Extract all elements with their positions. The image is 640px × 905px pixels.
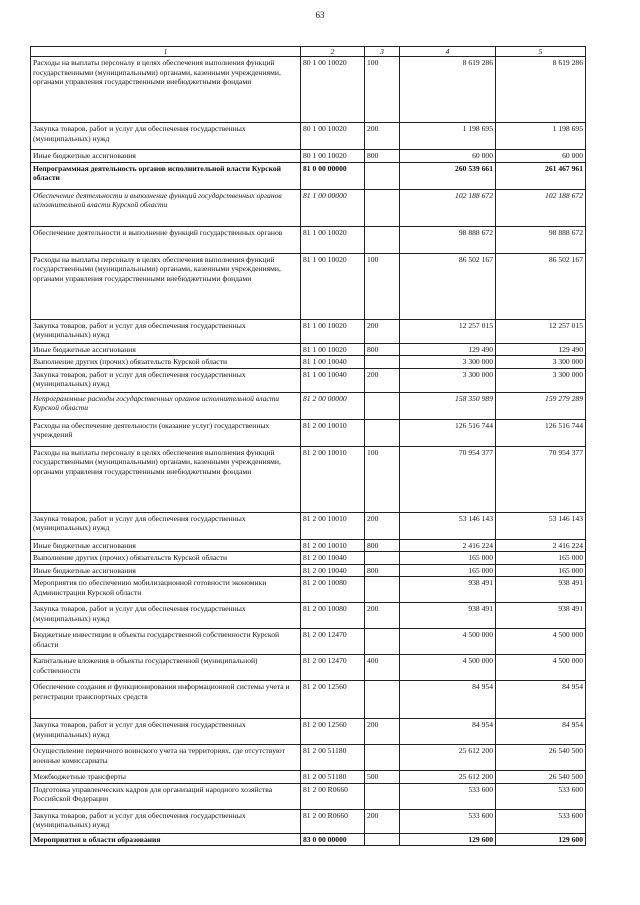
amount-year1-cell: 102 188 672 (400, 189, 496, 226)
amount-year1-cell: 1 198 695 (400, 123, 496, 150)
expense-type-cell (365, 833, 400, 846)
expense-type-cell: 400 (365, 655, 400, 681)
expense-type-cell: 100 (365, 253, 400, 319)
amount-year2-cell: 533 600 (496, 783, 586, 809)
table-row (31, 150, 586, 163)
amount-year1-cell: 938 491 (400, 577, 496, 603)
target-article-code-cell: 81 2 00 51180 (301, 745, 365, 771)
amount-year2-cell: 12 257 015 (496, 319, 586, 343)
amount-year1-cell: 129 600 (400, 833, 496, 846)
amount-year2-cell: 84 954 (496, 719, 586, 745)
amount-year1-cell: 533 600 (400, 783, 496, 809)
amount-year2-cell: 86 502 167 (496, 253, 586, 319)
target-article-code-cell: 81 1 00 10020 (301, 226, 365, 253)
table-row (31, 419, 586, 446)
table-row (31, 392, 586, 419)
table-row (31, 809, 586, 833)
amount-year2-cell: 98 888 672 (496, 226, 586, 253)
amount-year2-cell: 129 600 (496, 833, 586, 846)
expense-name-cell: Капитальные вложения в объекты государственной (муниципальной) собственности (31, 655, 301, 681)
target-article-code-cell: 80 1 00 10020 (301, 150, 365, 163)
expense-name-cell: Иные бюджетные ассигнования (31, 343, 301, 356)
amount-year2-cell: 938 491 (496, 603, 586, 629)
amount-year2-cell: 533 600 (496, 809, 586, 833)
expense-type-cell (365, 577, 400, 603)
amount-year1-cell: 126 516 744 (400, 419, 496, 446)
table-row (31, 629, 586, 655)
amount-year1-cell: 3 300 000 (400, 356, 496, 369)
table-row (31, 368, 586, 392)
target-article-code-cell: 81 2 00 10010 (301, 419, 365, 446)
amount-year2-cell: 4 500 000 (496, 629, 586, 655)
column-header: 5 (496, 47, 586, 57)
amount-year2-cell: 70 954 377 (496, 446, 586, 512)
amount-year2-cell: 4 500 000 (496, 655, 586, 681)
amount-year1-cell: 8 619 286 (400, 57, 496, 123)
amount-year2-cell: 261 467 961 (496, 162, 586, 189)
table-row (31, 226, 586, 253)
target-article-code-cell: 81 2 00 R0660 (301, 809, 365, 833)
amount-year2-cell: 26 540 500 (496, 745, 586, 771)
expense-name-cell: Обеспечение деятельности и выполнение функций государственных органов (31, 226, 301, 253)
amount-year2-cell: 165 000 (496, 564, 586, 577)
expense-name-cell: Мероприятия в области образования (31, 833, 301, 846)
target-article-code-cell: 81 1 00 10020 (301, 319, 365, 343)
expense-name-cell: Закупка товаров, работ и услуг для обеспечения государственных (муниципальных) нужд (31, 319, 301, 343)
target-article-code-cell: 81 2 00 10080 (301, 577, 365, 603)
target-article-code-cell: 81 2 00 51180 (301, 771, 365, 784)
expense-type-cell (365, 392, 400, 419)
target-article-code-cell: 81 2 00 10010 (301, 539, 365, 552)
expense-type-cell: 800 (365, 564, 400, 577)
table-row (31, 655, 586, 681)
table-row (31, 189, 586, 226)
target-article-code-cell: 81 2 00 10040 (301, 552, 365, 565)
amount-year1-cell: 25 612 200 (400, 771, 496, 784)
table-row (31, 603, 586, 629)
expense-name-cell: Закупка товаров, работ и услуг для обеспечения государственных (муниципальных) нужд (31, 123, 301, 150)
expense-type-cell (365, 419, 400, 446)
amount-year1-cell: 4 500 000 (400, 629, 496, 655)
table-row (31, 564, 586, 577)
amount-year1-cell: 3 300 000 (400, 368, 496, 392)
table-row (31, 833, 586, 846)
table-row (31, 253, 586, 319)
amount-year1-cell: 60 000 (400, 150, 496, 163)
expense-name-cell: Закупка товаров, работ и услуг для обеспечения государственных (муниципальных) нужд (31, 809, 301, 833)
column-header: 1 (31, 47, 301, 57)
table-row (31, 162, 586, 189)
amount-year2-cell: 3 300 000 (496, 356, 586, 369)
amount-year2-cell: 159 279 289 (496, 392, 586, 419)
amount-year1-cell: 2 416 224 (400, 539, 496, 552)
amount-year1-cell: 53 146 143 (400, 512, 496, 539)
amount-year2-cell: 8 619 286 (496, 57, 586, 123)
table-row (31, 343, 586, 356)
expense-type-cell: 500 (365, 771, 400, 784)
expense-type-cell: 800 (365, 343, 400, 356)
expense-type-cell (365, 356, 400, 369)
expense-name-cell: Межбюджетные трансферты (31, 771, 301, 784)
table-row (31, 552, 586, 565)
target-article-code-cell: 81 2 00 12470 (301, 629, 365, 655)
table-row (31, 783, 586, 809)
target-article-code-cell: 81 1 00 10040 (301, 368, 365, 392)
amount-year1-cell: 98 888 672 (400, 226, 496, 253)
column-header: 2 (301, 47, 365, 57)
amount-year2-cell: 60 000 (496, 150, 586, 163)
expense-type-cell (365, 552, 400, 565)
table-row (31, 771, 586, 784)
amount-year1-cell: 4 500 000 (400, 655, 496, 681)
expense-name-cell: Расходы на обеспечение деятельности (оказание услуг) государственных учреждений (31, 419, 301, 446)
expense-type-cell: 200 (365, 368, 400, 392)
expense-type-cell (365, 681, 400, 719)
target-article-code-cell: 81 2 00 12560 (301, 719, 365, 745)
target-article-code-cell: 80 1 00 10020 (301, 57, 365, 123)
expense-type-cell (365, 189, 400, 226)
expense-type-cell (365, 783, 400, 809)
expense-name-cell: Выполнение других (прочих) обязательств Курской области (31, 552, 301, 565)
amount-year1-cell: 260 539 661 (400, 162, 496, 189)
amount-year1-cell: 165 000 (400, 564, 496, 577)
expense-type-cell: 200 (365, 512, 400, 539)
expense-name-cell: Расходы на выплаты персоналу в целях обеспечения выполнения функций государственными (муниципальными) органами, казенными учреждениями, органами управления государственными внебюджетными фондами (31, 253, 301, 319)
expense-name-cell: Расходы на выплаты персоналу в целях обеспечения выполнения функций государственными (муниципальными) органами, казенными учреждениями, органами управления государственными внебюджетными фондами (31, 57, 301, 123)
amount-year1-cell: 165 000 (400, 552, 496, 565)
target-article-code-cell: 81 2 00 12560 (301, 681, 365, 719)
column-header: 4 (400, 47, 496, 57)
amount-year2-cell: 1 198 695 (496, 123, 586, 150)
amount-year2-cell: 129 490 (496, 343, 586, 356)
expense-type-cell: 200 (365, 719, 400, 745)
amount-year1-cell: 533 600 (400, 809, 496, 833)
expense-name-cell: Иные бюджетные ассигнования (31, 150, 301, 163)
amount-year2-cell: 126 516 744 (496, 419, 586, 446)
expense-name-cell: Закупка товаров, работ и услуг для обеспечения государственных (муниципальных) нужд (31, 719, 301, 745)
amount-year2-cell: 84 954 (496, 681, 586, 719)
expense-name-cell: Бюджетные инвестиции в объекты государственной собственности Курской области (31, 629, 301, 655)
expense-type-cell (365, 162, 400, 189)
target-article-code-cell: 81 2 00 12470 (301, 655, 365, 681)
amount-year1-cell: 158 350 989 (400, 392, 496, 419)
table-row (31, 57, 586, 123)
table-row (31, 745, 586, 771)
page-number: 63 (315, 10, 325, 20)
table-row (31, 512, 586, 539)
expense-type-cell (365, 629, 400, 655)
expense-type-cell: 100 (365, 446, 400, 512)
amount-year1-cell: 25 612 200 (400, 745, 496, 771)
target-article-code-cell: 81 2 00 R0660 (301, 783, 365, 809)
amount-year2-cell: 26 540 500 (496, 771, 586, 784)
expense-name-cell: Иные бюджетные ассигнования (31, 564, 301, 577)
amount-year2-cell: 102 188 672 (496, 189, 586, 226)
table-row (31, 123, 586, 150)
table-row (31, 681, 586, 719)
table-row (31, 356, 586, 369)
expense-name-cell: Расходы на выплаты персоналу в целях обеспечения выполнения функций государственными (муниципальными) органами, казенными учреждениями, органами управления государственными внебюджетными фондами (31, 446, 301, 512)
target-article-code-cell: 81 2 00 10040 (301, 564, 365, 577)
target-article-code-cell: 81 0 00 00000 (301, 162, 365, 189)
expense-name-cell: Обеспечение деятельности и выполнение функций государственных органов исполнительной власти Курской области (31, 189, 301, 226)
expense-type-cell: 800 (365, 539, 400, 552)
table-row (31, 719, 586, 745)
amount-year1-cell: 938 491 (400, 603, 496, 629)
budget-table (30, 46, 586, 846)
target-article-code-cell: 81 1 00 00000 (301, 189, 365, 226)
amount-year1-cell: 129 490 (400, 343, 496, 356)
target-article-code-cell: 80 1 00 10020 (301, 123, 365, 150)
expense-type-cell: 200 (365, 123, 400, 150)
expense-name-cell: Закупка товаров, работ и услуг для обеспечения государственных (муниципальных) нужд (31, 368, 301, 392)
table-row (31, 319, 586, 343)
target-article-code-cell: 81 1 00 10020 (301, 253, 365, 319)
amount-year1-cell: 12 257 015 (400, 319, 496, 343)
table-row (31, 446, 586, 512)
target-article-code-cell: 81 2 00 10010 (301, 446, 365, 512)
expense-type-cell: 200 (365, 319, 400, 343)
target-article-code-cell: 81 1 00 10040 (301, 356, 365, 369)
expense-name-cell: Обеспечение создания и функционирования информационной системы учета и регистрации транспортных средств (31, 681, 301, 719)
target-article-code-cell: 81 1 00 10020 (301, 343, 365, 356)
expense-type-cell (365, 226, 400, 253)
expense-type-cell: 100 (365, 57, 400, 123)
expense-name-cell: Закупка товаров, работ и услуг для обеспечения государственных (муниципальных) нужд (31, 603, 301, 629)
expense-type-cell (365, 745, 400, 771)
amount-year1-cell: 84 954 (400, 681, 496, 719)
target-article-code-cell: 81 2 00 00000 (301, 392, 365, 419)
expense-name-cell: Мероприятия по обеспечению мобилизационной готовности экономики Администрации Курской области (31, 577, 301, 603)
expense-type-cell: 800 (365, 150, 400, 163)
table-header-row (31, 47, 586, 57)
amount-year1-cell: 70 954 377 (400, 446, 496, 512)
table-row (31, 577, 586, 603)
amount-year1-cell: 86 502 167 (400, 253, 496, 319)
amount-year1-cell: 84 954 (400, 719, 496, 745)
amount-year2-cell: 165 000 (496, 552, 586, 565)
expense-name-cell: Непрограммная деятельность органов исполнительной власти Курской области (31, 162, 301, 189)
expense-name-cell: Иные бюджетные ассигнования (31, 539, 301, 552)
expense-name-cell: Закупка товаров, работ и услуг для обеспечения государственных (муниципальных) нужд (31, 512, 301, 539)
expense-name-cell: Выполнение других (прочих) обязательств Курской области (31, 356, 301, 369)
expense-type-cell: 200 (365, 809, 400, 833)
target-article-code-cell: 81 2 00 10080 (301, 603, 365, 629)
amount-year2-cell: 938 491 (496, 577, 586, 603)
expense-name-cell: Непрограммные расходы государственных органов исполнительной власти Курской области (31, 392, 301, 419)
expense-type-cell: 200 (365, 603, 400, 629)
target-article-code-cell: 81 2 00 10010 (301, 512, 365, 539)
target-article-code-cell: 83 0 00 00000 (301, 833, 365, 846)
amount-year2-cell: 53 146 143 (496, 512, 586, 539)
table-row (31, 539, 586, 552)
expense-name-cell: Подготовка управленческих кадров для организаций народного хозяйства Российской Федерации (31, 783, 301, 809)
amount-year2-cell: 2 416 224 (496, 539, 586, 552)
amount-year2-cell: 3 300 000 (496, 368, 586, 392)
expense-name-cell: Осуществление первичного воинского учета на территориях, где отсутствуют военные комиссариаты (31, 745, 301, 771)
column-header: 3 (365, 47, 400, 57)
